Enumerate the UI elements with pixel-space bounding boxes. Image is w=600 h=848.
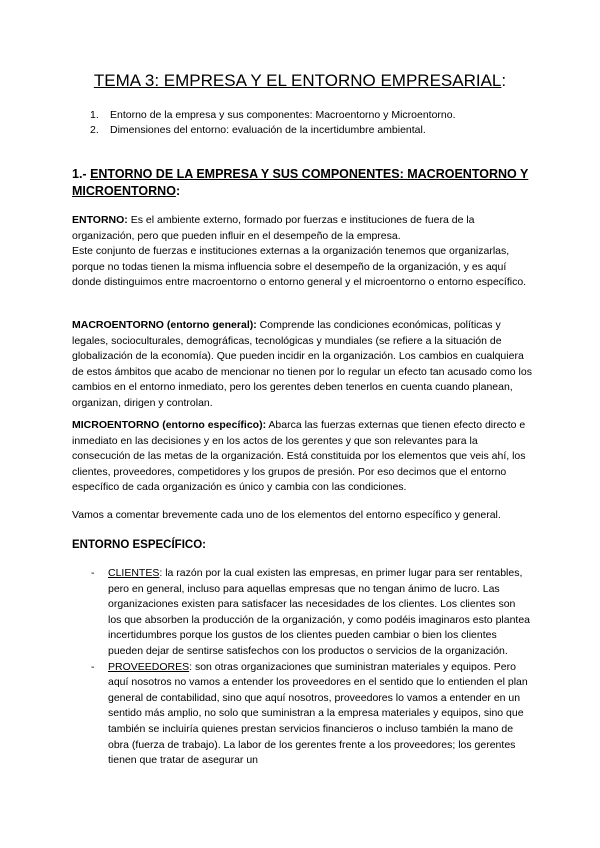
elements-list xyxy=(91,566,531,769)
list-item-text: : son otras organizaciones que suministran materiales y equipos. Pero aquí nosotros no vamos a entender los proveedores en el sentido que lo entienden el plan general de contabilidad, sino que aquí nosotros, proveedores lo vamos a entender en un sentido más amplio, no solo que suministran a la empresa materiales y equipos, sino que también se incluiría quienes prestan servicios financieros o incluso también la mano de obra (fuerza de trabajo). La labor de los gerentes frente a los proveedores; los gerentes tienen que tratar de asegurar un xyxy=(108,660,528,767)
macroentorno-text: Comprende las condiciones económicas, políticas y legales, socioculturales, demográficas, tecnológicas y mundiales (se refiere a la situación de globalización de la economía). Que pueden incidir en la organización. Los cambios en cualquiera de estos ámbitos que acabo de mencionar no tienen por lo regular un efecto tan acusado como los cambios en el entorno inmediato, pero los gerentes deben tenerlos en cuenta cuando planean, organizan, dirigen y controlan. xyxy=(72,319,532,409)
entorno-paragraph xyxy=(72,213,534,291)
entorno-label: ENTORNO: xyxy=(72,214,128,226)
entorno-text: Es el ambiente externo, formado por fuerzas e instituciones de fuera de la organización, pero que pueden influir en el desempeño de la empresa. xyxy=(72,214,475,242)
toc-text: Entorno de la empresa y sus componentes: Macroentorno y Microentorno. xyxy=(110,109,456,121)
toc-number: 2. xyxy=(90,124,99,136)
list-dash: - xyxy=(91,567,95,579)
especifico-heading: ENTORNO ESPECÍFICO: xyxy=(72,539,206,551)
list-item xyxy=(91,660,531,769)
list-item-label: CLIENTES xyxy=(108,567,160,579)
list-item-label: PROVEEDORES xyxy=(108,660,190,673)
microentorno-label: MICROENTORNO (entorno específico): xyxy=(72,419,267,431)
title-suffix: : xyxy=(501,71,507,90)
microentorno-paragraph xyxy=(72,418,534,496)
section-heading-text: ENTORNO DE LA EMPRESA Y SUS COMPONENTES: MACROENTORNO Y MICROENTORNO xyxy=(72,167,529,198)
list-item xyxy=(91,566,531,660)
macroentorno-paragraph xyxy=(72,318,534,412)
section-heading xyxy=(72,166,532,200)
section-heading-suffix: : xyxy=(175,184,181,198)
toc-text: Dimensiones del entorno: evaluación de la incertidumbre ambiental. xyxy=(110,124,426,136)
list-item-text: : la razón por la cual existen las empresas, en primer lugar para ser rentables, pero en general, incluso para aquellas empresas que no tengan ánimo de lucro. Las organizaciones existen para satisfacer las necesidades de los clientes. Los clientes son los que absorben la producción de la organización, y como podéis imaginaros esto plantea incertidumbres porque los gustos de los clientes pueden cambiar o bien los clientes pueden dejar de sentirse satisfechos con los productos o servicios de la organización. xyxy=(108,567,531,657)
title-text: TEMA 3: EMPRESA Y EL ENTORNO EMPRESARIAL xyxy=(93,71,502,90)
microentorno-text: Abarca las fuerzas externas que tienen efecto directo e inmediato en las decisiones y en los actos de los gerentes y que son relevantes para la consecución de las metas de la organización. Está constituida por los elementos que veis ahí, los clientes, proveedores, competidores y los grupos de presión. Por eso decimos que el entorno específico de cada organización es único y cambia con las condiciones. xyxy=(72,419,526,494)
section-number: 1.- xyxy=(72,167,91,181)
intro-paragraph: Vamos a comentar brevemente cada uno de los elementos del entorno específico y general. xyxy=(72,509,501,521)
toc-item xyxy=(90,123,456,138)
macroentorno-label: MACROENTORNO (entorno general): xyxy=(72,319,257,331)
toc-number: 1. xyxy=(90,109,99,121)
list-dash: - xyxy=(91,660,95,673)
table-of-contents xyxy=(90,108,456,138)
toc-item xyxy=(90,108,456,123)
entorno-text-2: Este conjunto de fuerzas e instituciones externas a la organización tenemos que organizarlas, porque no todas tienen la misma influencia sobre el desempeño de la organización, y es aquí donde distinguimos entre macroentorno o entorno general y el microentorno o entorno específico. xyxy=(72,245,527,289)
document-title xyxy=(0,70,600,92)
